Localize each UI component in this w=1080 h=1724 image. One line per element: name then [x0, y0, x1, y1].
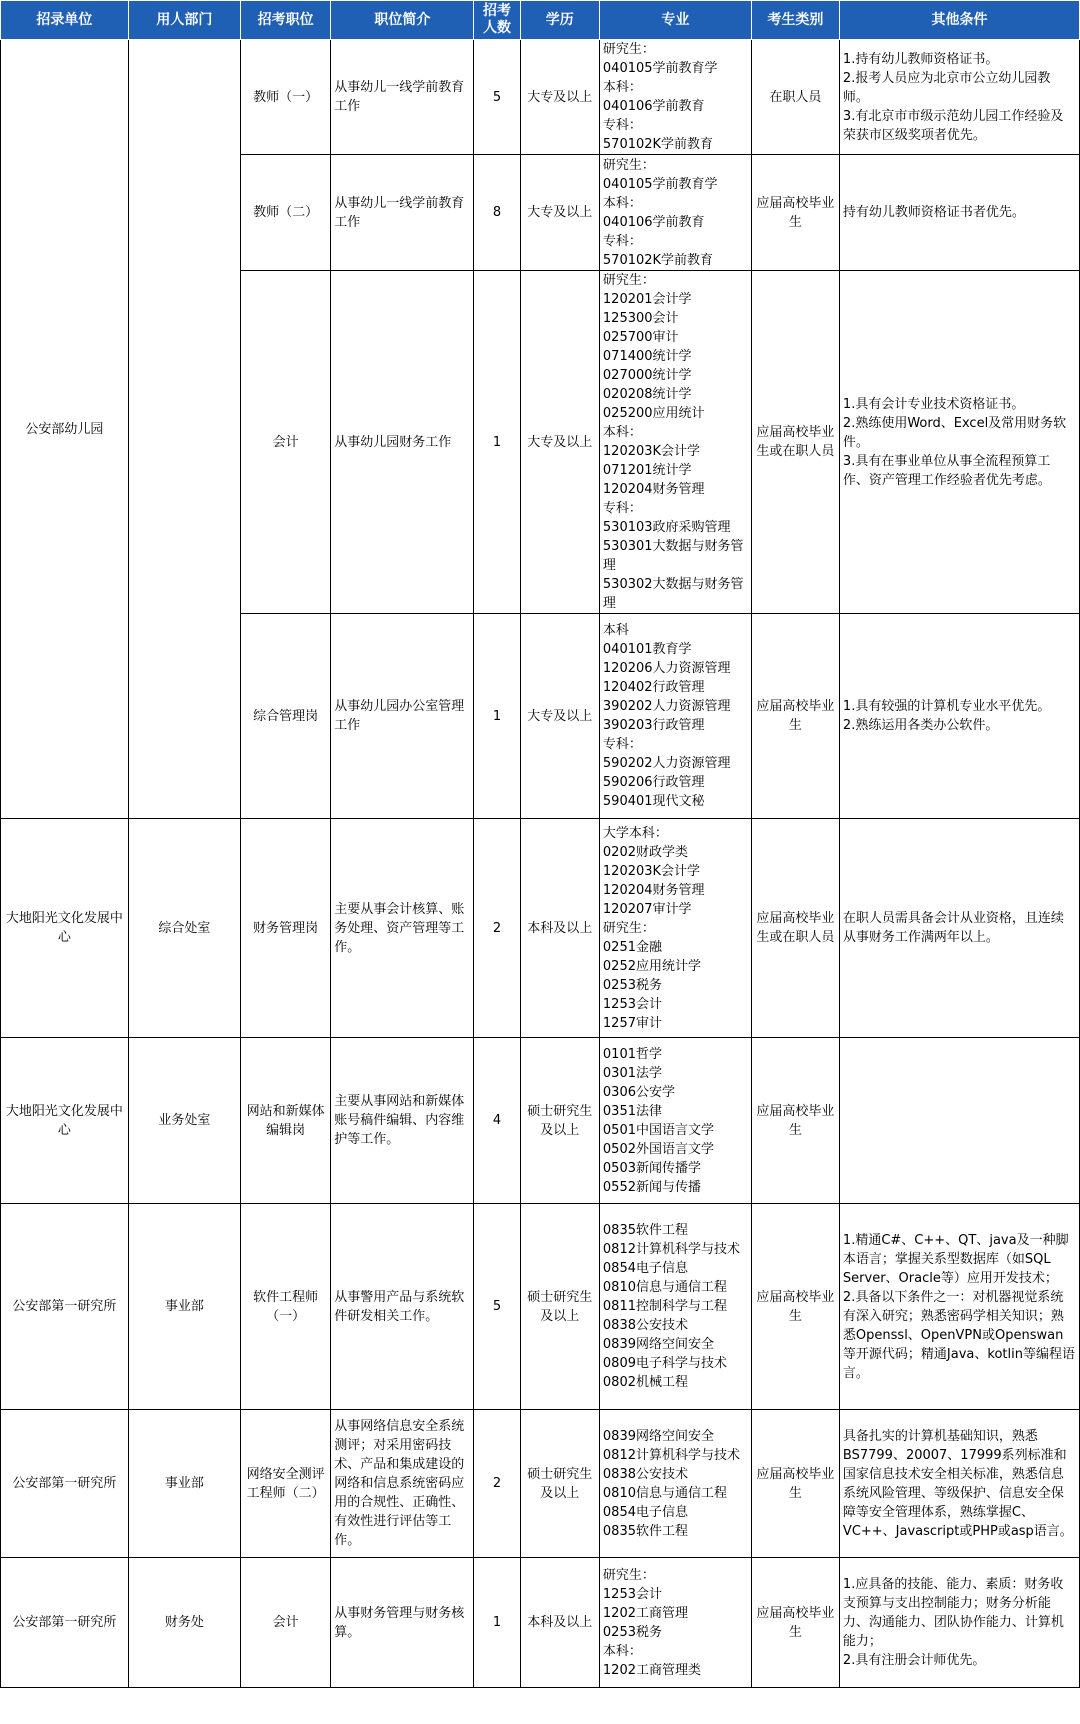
dept-cell: 综合处室	[128, 819, 240, 1038]
major-item: 1202工商管理	[602, 1605, 688, 1621]
count-cell: 5	[474, 1204, 520, 1410]
major-item: 1253会计	[602, 1586, 662, 1602]
table-row	[1, 1558, 1080, 1688]
conditions-cell	[839, 155, 1079, 271]
condition-item: 2.具有注册会计师优先。	[842, 1653, 986, 1668]
education-cell: 大专及以上	[520, 614, 599, 819]
major-item: 040106学前教育	[602, 99, 705, 114]
major-item: 0812计算机科学与技术	[602, 1242, 740, 1257]
candidate-type-cell: 应届高校毕业生	[751, 614, 839, 819]
education-cell: 大专及以上	[520, 271, 599, 614]
intro-cell: 从事幼儿园办公室管理工作	[331, 614, 474, 819]
header-dept: 用人部门	[128, 1, 240, 40]
condition-item: 3.有北京市市级示范幼儿园工作经验及荣获市区级奖项者优先。	[842, 108, 1064, 143]
major-item: 0306公安学	[602, 1084, 675, 1100]
major-item: 590401现代文秘	[602, 794, 705, 809]
major-item: 027000统计学	[602, 368, 692, 383]
condition-item: 3.具有在事业单位从事全流程预算工作、资产管理工作经验者优先考虑。	[842, 453, 1051, 488]
major-item: 570102K学前教育	[602, 137, 714, 152]
major-item: 0253税务	[602, 977, 662, 993]
header-intro: 职位简介	[331, 1, 474, 40]
condition-item: 1.具有会计专业技术资格证书。	[842, 396, 1025, 412]
major-item: 0301法学	[602, 1065, 662, 1081]
conditions-cell	[839, 1038, 1079, 1204]
major-item: 040106学前教育	[602, 214, 705, 230]
count-cell: 8	[474, 155, 520, 271]
majors-cell	[599, 1410, 751, 1558]
majors-cell	[599, 155, 751, 271]
major-item: 570102K学前教育	[602, 252, 714, 268]
major-item: 0501中国语言文学	[602, 1122, 714, 1138]
major-item: 本科：	[602, 425, 642, 440]
major-item: 040101教育学	[602, 642, 692, 657]
unit-cell: 大地阳光文化发展中心	[1, 1038, 129, 1204]
position-cell: 会计	[241, 1558, 331, 1688]
major-item: 0351法律	[602, 1103, 662, 1119]
major-item: 0838公安技术	[602, 1466, 688, 1482]
major-item: 530301大数据与财务管理	[602, 539, 744, 573]
position-cell: 网站和新媒体编辑岗	[241, 1038, 331, 1204]
candidate-type-cell: 应届高校毕业生	[751, 155, 839, 271]
dept-cell: 事业部	[128, 1410, 240, 1558]
major-item: 590206行政管理	[602, 775, 705, 790]
major-item: 590202人力资源管理	[602, 756, 731, 771]
major-item: 研究生：	[602, 157, 655, 173]
majors-cell	[599, 1558, 751, 1688]
major-item: 0809电子科学与技术	[602, 1356, 727, 1371]
major-item: 0854电子信息	[602, 1261, 688, 1276]
count-cell: 5	[474, 40, 520, 155]
education-cell: 硕士研究生及以上	[520, 1410, 599, 1558]
header-position: 招考职位	[241, 1, 331, 40]
condition-item: 持有幼儿教师资格证书者优先。	[842, 205, 1025, 220]
majors-cell	[599, 40, 751, 155]
table-row	[1, 1038, 1080, 1204]
major-item: 530302大数据与财务管理	[602, 577, 744, 611]
dept-cell: 业务处室	[128, 1038, 240, 1204]
table-body	[1, 40, 1080, 1688]
condition-item: 1.具有较强的计算机专业水平优先。	[842, 699, 1051, 714]
dept-cell	[128, 40, 240, 819]
majors-cell	[599, 1038, 751, 1204]
table-row	[1, 819, 1080, 1038]
major-item: 0812计算机科学与技术	[602, 1447, 740, 1463]
conditions-cell	[839, 819, 1079, 1038]
intro-cell: 从事幼儿园财务工作	[331, 271, 474, 614]
major-item: 研究生：	[602, 42, 655, 57]
major-item: 0252应用统计学	[602, 958, 701, 974]
table-row	[1, 40, 1080, 155]
major-item: 专科：	[602, 737, 642, 752]
major-item: 020208统计学	[602, 387, 692, 402]
conditions-cell	[839, 271, 1079, 614]
candidate-type-cell: 应届高校毕业生	[751, 1038, 839, 1204]
unit-cell: 公安部第一研究所	[1, 1204, 129, 1410]
condition-item: 1.精通C#、C++、QT、java及一种脚本语言；掌握关系型数据库（如SQL Server、Oracle等）应用开发技术；	[842, 1232, 1069, 1286]
education-cell: 本科及以上	[520, 1558, 599, 1688]
education-cell: 大专及以上	[520, 155, 599, 271]
intro-cell: 从事幼儿一线学前教育工作	[331, 40, 474, 155]
major-item: 专科：	[602, 118, 642, 133]
major-item: 0101哲学	[602, 1046, 662, 1062]
table-header	[1, 1, 1080, 40]
education-cell: 大专及以上	[520, 40, 599, 155]
unit-cell: 公安部第一研究所	[1, 1558, 129, 1688]
condition-item: 1.应具备的技能、能力、素质：财务收支预算与支出控制能力；财务分析能力、沟通能力、团队协作能力、计算机能力；	[842, 1577, 1064, 1649]
major-item: 390202人力资源管理	[602, 699, 731, 714]
major-item: 390203行政管理	[602, 718, 705, 733]
condition-item: 2.报考人员应为北京市公立幼儿园教师。	[842, 70, 1051, 105]
candidate-type-cell: 应届高校毕业生	[751, 1558, 839, 1688]
conditions-cell	[839, 614, 1079, 819]
position-cell: 财务管理岗	[241, 819, 331, 1038]
unit-cell: 公安部幼儿园	[1, 40, 129, 819]
unit-cell: 公安部第一研究所	[1, 1410, 129, 1558]
major-item: 120204财务管理	[602, 882, 705, 898]
header-count: 招考 人数	[474, 1, 520, 40]
major-item: 025200应用统计	[602, 406, 705, 421]
major-item: 研究生：	[602, 1567, 655, 1583]
count-cell: 1	[474, 271, 520, 614]
major-item: 120207审计学	[602, 901, 692, 917]
major-item: 0839网络空间安全	[602, 1337, 714, 1352]
conditions-cell	[839, 1558, 1079, 1688]
condition-item: 2.熟练运用各类办公软件。	[842, 718, 999, 733]
major-item: 0802机械工程	[602, 1375, 688, 1390]
condition-item: 2.具备以下条件之一：对机器视觉系统有深入研究；熟悉密码学相关知识；熟悉Openssl、OpenVPN或Openswan等开源代码；精通Java、kotlin等编程语言。	[842, 1289, 1075, 1381]
position-cell: 会计	[241, 271, 331, 614]
count-cell: 1	[474, 1558, 520, 1688]
major-item: 0854电子信息	[602, 1504, 688, 1520]
major-item: 040105学前教育学	[602, 176, 718, 192]
condition-item: 在职人员需具备会计从业资格，且连续从事财务工作满两年以上。	[842, 911, 1064, 945]
header-education: 学历	[520, 1, 599, 40]
intro-cell: 从事幼儿一线学前教育工作	[331, 155, 474, 271]
intro-cell: 从事警用产品与系统软件研发相关工作。	[331, 1204, 474, 1410]
header-other-conditions: 其他条件	[839, 1, 1079, 40]
major-item: 040105学前教育学	[602, 61, 718, 76]
major-item: 0838公安技术	[602, 1318, 688, 1333]
table-row	[1, 1410, 1080, 1558]
major-item: 0552新闻与传播	[602, 1179, 701, 1195]
major-item: 120206人力资源管理	[602, 661, 731, 676]
count-cell: 1	[474, 614, 520, 819]
position-cell: 综合管理岗	[241, 614, 331, 819]
majors-cell	[599, 1204, 751, 1410]
table-row	[1, 1204, 1080, 1410]
majors-cell	[599, 614, 751, 819]
major-item: 0839网络空间安全	[602, 1428, 714, 1444]
condition-item: 具备扎实的计算机基础知识，熟悉BS7799、20007、17999系列标准和国家信息技术安全相关标准，熟悉信息系统风险管理、等级保护、信息安全保障等安全管理体系，熟练掌握C、VC++、Javascript或PHP或asp语言。	[842, 1428, 1073, 1539]
major-item: 530103政府采购管理	[602, 520, 731, 535]
major-item: 0253税务	[602, 1624, 662, 1640]
candidate-type-cell: 应届高校毕业生	[751, 1204, 839, 1410]
major-item: 120402行政管理	[602, 680, 705, 695]
candidate-type-cell: 应届高校毕业生或在职人员	[751, 819, 839, 1038]
major-item: 0835软件工程	[602, 1223, 688, 1238]
dept-cell: 财务处	[128, 1558, 240, 1688]
major-item: 0202财政学类	[602, 844, 688, 860]
major-item: 0502外国语言文学	[602, 1141, 714, 1157]
conditions-cell	[839, 1204, 1079, 1410]
major-item: 025700审计	[602, 330, 679, 345]
major-item: 大学本科：	[602, 825, 668, 841]
position-cell: 网络安全测评工程师（二）	[241, 1410, 331, 1558]
count-cell: 4	[474, 1038, 520, 1204]
major-item: 1202工商管理类	[602, 1662, 701, 1678]
intro-cell: 从事财务管理与财务核算。	[331, 1558, 474, 1688]
major-item: 071201统计学	[602, 463, 692, 478]
candidate-type-cell: 在职人员	[751, 40, 839, 155]
condition-item: 1.持有幼儿教师资格证书。	[842, 51, 999, 67]
majors-cell	[599, 271, 751, 614]
conditions-cell	[839, 40, 1079, 155]
intro-cell: 主要从事会计核算、账务处理、资产管理等工作。	[331, 819, 474, 1038]
dept-cell: 事业部	[128, 1204, 240, 1410]
majors-cell	[599, 819, 751, 1038]
condition-item: 2.熟练使用Word、Excel及常用财务软件。	[842, 415, 1067, 450]
unit-cell: 大地阳光文化发展中心	[1, 819, 129, 1038]
major-item: 1253会计	[602, 996, 662, 1012]
education-cell: 硕士研究生及以上	[520, 1204, 599, 1410]
header-unit: 招录单位	[1, 1, 129, 40]
major-item: 0811控制科学与工程	[602, 1299, 727, 1314]
major-item: 0810信息与通信工程	[602, 1280, 727, 1295]
major-item: 本科：	[602, 80, 642, 95]
count-cell: 2	[474, 1410, 520, 1558]
candidate-type-cell: 应届高校毕业生或在职人员	[751, 271, 839, 614]
major-item: 本科：	[602, 1643, 642, 1659]
major-item: 0251金融	[602, 939, 662, 955]
education-cell: 硕士研究生及以上	[520, 1038, 599, 1204]
major-item: 本科	[602, 623, 629, 638]
major-item: 0503新闻传播学	[602, 1160, 701, 1176]
major-item: 120203K会计学	[602, 863, 701, 879]
major-item: 专科：	[602, 501, 642, 516]
major-item: 1257审计	[602, 1015, 662, 1031]
intro-cell: 从事网络信息安全系统测评；对采用密码技术、产品和集成建设的网络和信息系统密码应用的合规性、正确性、有效性进行评估等工作。	[331, 1410, 474, 1558]
major-item: 专科：	[602, 233, 642, 249]
major-item: 研究生：	[602, 920, 655, 936]
position-cell: 教师（一）	[241, 40, 331, 155]
major-item: 071400统计学	[602, 349, 692, 364]
candidate-type-cell: 应届高校毕业生	[751, 1410, 839, 1558]
count-cell: 2	[474, 819, 520, 1038]
major-item: 0810信息与通信工程	[602, 1485, 727, 1501]
conditions-cell	[839, 1410, 1079, 1558]
position-cell: 软件工程师（一）	[241, 1204, 331, 1410]
major-item: 0835软件工程	[602, 1523, 688, 1539]
intro-cell: 主要从事网站和新媒体账号稿件编辑、内容维护等工作。	[331, 1038, 474, 1204]
position-cell: 教师（二）	[241, 155, 331, 271]
major-item: 120204财务管理	[602, 482, 705, 497]
major-item: 120203K会计学	[602, 444, 701, 459]
header-candidate-type: 考生类别	[751, 1, 839, 40]
education-cell: 本科及以上	[520, 819, 599, 1038]
major-item: 本科：	[602, 195, 642, 211]
major-item: 125300会计	[602, 311, 679, 326]
major-item: 研究生：	[602, 273, 655, 288]
header-major: 专业	[599, 1, 751, 40]
major-item: 120201会计学	[602, 292, 692, 307]
